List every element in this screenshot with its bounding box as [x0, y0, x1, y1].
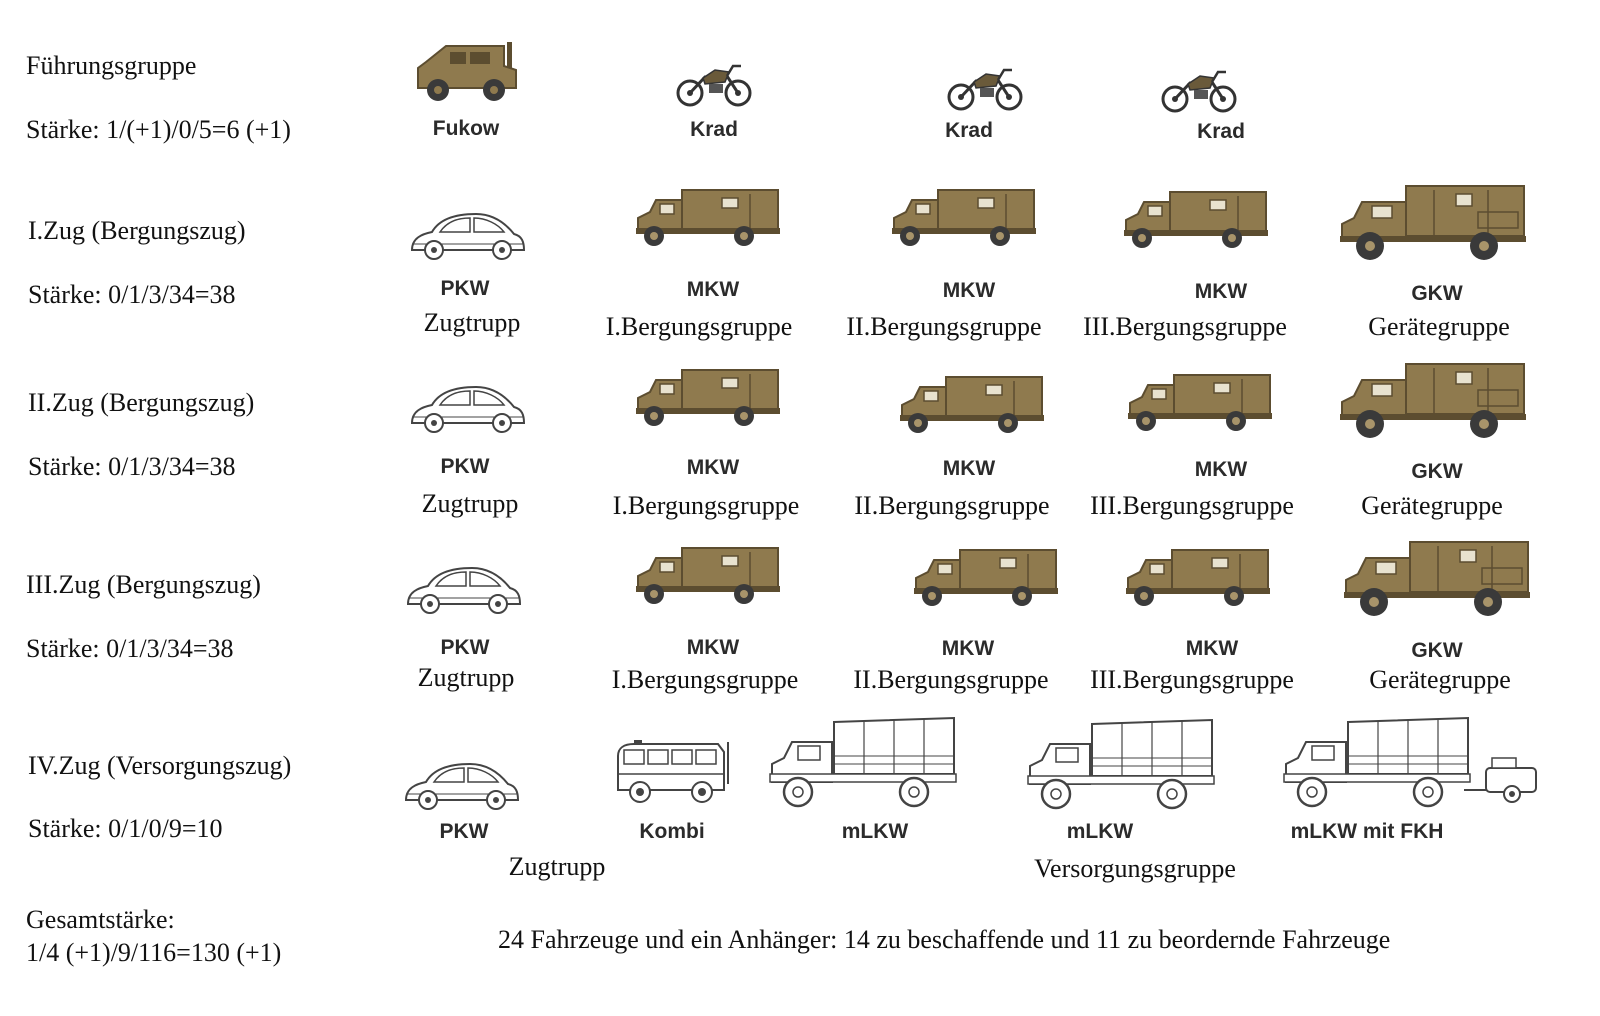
box-truck-icon — [896, 375, 1046, 435]
unit-label: Zugtrupp — [417, 663, 515, 692]
unit-label: I.Bergungsgruppe — [612, 491, 800, 520]
cargo-truck-icon — [768, 714, 958, 810]
unit-label: II.Bergungsgruppe — [853, 665, 1049, 694]
total-value: 1/4 (+1)/9/116=130 (+1) — [26, 938, 282, 967]
vehicle-type-label: MKW — [942, 457, 996, 480]
total-label: Gesamtstärke: — [26, 905, 175, 934]
vehicle-type-label: MKW — [941, 637, 995, 660]
vehicle-type-label: mLKW mit FKH — [1290, 820, 1444, 843]
car-icon — [406, 210, 528, 262]
vehicle-type-label: Fukow — [432, 117, 500, 140]
row-strength: Stärke: 0/1/3/34=38 — [28, 280, 236, 309]
vehicle-type-label: PKW — [440, 636, 490, 659]
car-icon — [406, 383, 528, 435]
trailer-icon — [1462, 754, 1542, 804]
row-strength: Stärke: 0/1/3/34=38 — [28, 452, 236, 481]
equipment-truck-icon — [1338, 362, 1528, 442]
vehicle-type-label: GKW — [1411, 460, 1463, 483]
unit-label: II.Bergungsgruppe — [846, 312, 1042, 341]
equipment-truck-icon — [1342, 540, 1532, 620]
vehicle-type-label: MKW — [942, 279, 996, 302]
vehicle-type-label: MKW — [1185, 637, 1239, 660]
jeep-icon — [412, 40, 522, 106]
vehicle-type-label: MKW — [1194, 458, 1248, 481]
unit-label: Versorgungsgruppe — [1034, 854, 1236, 883]
unit-label: III.Bergungsgruppe — [1090, 491, 1294, 520]
equipment-truck-icon — [1338, 184, 1528, 264]
vehicle-type-label: MKW — [686, 456, 740, 479]
vehicle-type-label: Krad — [945, 119, 993, 142]
vehicle-type-label: GKW — [1411, 639, 1463, 662]
box-truck-icon — [632, 188, 782, 248]
row-title: II.Zug (Bergungszug) — [28, 388, 255, 417]
vehicle-type-label: Kombi — [639, 820, 705, 843]
unit-label: I.Bergungsgruppe — [611, 665, 799, 694]
unit-label: III.Bergungsgruppe — [1090, 665, 1294, 694]
cargo-truck-icon — [1026, 716, 1216, 812]
box-truck-icon — [1122, 548, 1272, 608]
unit-label: I.Bergungsgruppe — [605, 312, 793, 341]
vehicle-type-label: PKW — [439, 820, 489, 843]
motorcycle-icon — [675, 62, 755, 108]
vehicle-type-label: PKW — [440, 277, 490, 300]
unit-label: Gerätegruppe — [1361, 491, 1503, 520]
motorcycle-icon — [946, 66, 1026, 112]
row-title: I.Zug (Bergungszug) — [28, 216, 246, 245]
box-truck-icon — [888, 188, 1038, 248]
vehicle-type-label: mLKW — [841, 820, 909, 843]
box-truck-icon — [1124, 373, 1274, 433]
vehicle-type-label: MKW — [1194, 280, 1248, 303]
vehicle-type-label: PKW — [440, 455, 490, 478]
vehicle-type-label: GKW — [1411, 282, 1463, 305]
unit-label: Gerätegruppe — [1369, 665, 1511, 694]
box-truck-icon — [910, 548, 1060, 608]
motorcycle-icon — [1160, 68, 1240, 114]
unit-label: II.Bergungsgruppe — [854, 491, 1050, 520]
summary-text: 24 Fahrzeuge und ein Anhänger: 14 zu beschaffende und 11 zu beordernde Fahrzeuge — [498, 925, 1391, 954]
vehicle-type-label: MKW — [686, 278, 740, 301]
vehicle-type-label: Krad — [690, 118, 738, 141]
row-strength: Stärke: 0/1/0/9=10 — [28, 814, 223, 843]
unit-label: III.Bergungsgruppe — [1083, 312, 1287, 341]
box-truck-icon — [632, 546, 782, 606]
unit-label: Gerätegruppe — [1368, 312, 1510, 341]
row-title: Führungsgruppe — [26, 51, 197, 80]
car-icon — [402, 564, 524, 616]
vehicle-type-label: Krad — [1197, 120, 1245, 143]
unit-label: Zugtrupp — [423, 308, 521, 337]
car-icon — [400, 760, 522, 812]
row-strength: Stärke: 0/1/3/34=38 — [26, 634, 234, 663]
row-title: IV.Zug (Versorgungszug) — [28, 751, 292, 780]
row-title: III.Zug (Bergungszug) — [26, 570, 261, 599]
unit-label: Zugtrupp — [421, 489, 519, 518]
row-strength: Stärke: 1/(+1)/0/5=6 (+1) — [26, 115, 291, 144]
unit-label: Zugtrupp — [508, 852, 606, 881]
van-icon — [614, 740, 738, 806]
vehicle-type-label: MKW — [686, 636, 740, 659]
cargo-truck-icon — [1282, 714, 1472, 810]
vehicle-type-label: mLKW — [1066, 820, 1134, 843]
box-truck-icon — [632, 368, 782, 428]
box-truck-icon — [1120, 190, 1270, 250]
